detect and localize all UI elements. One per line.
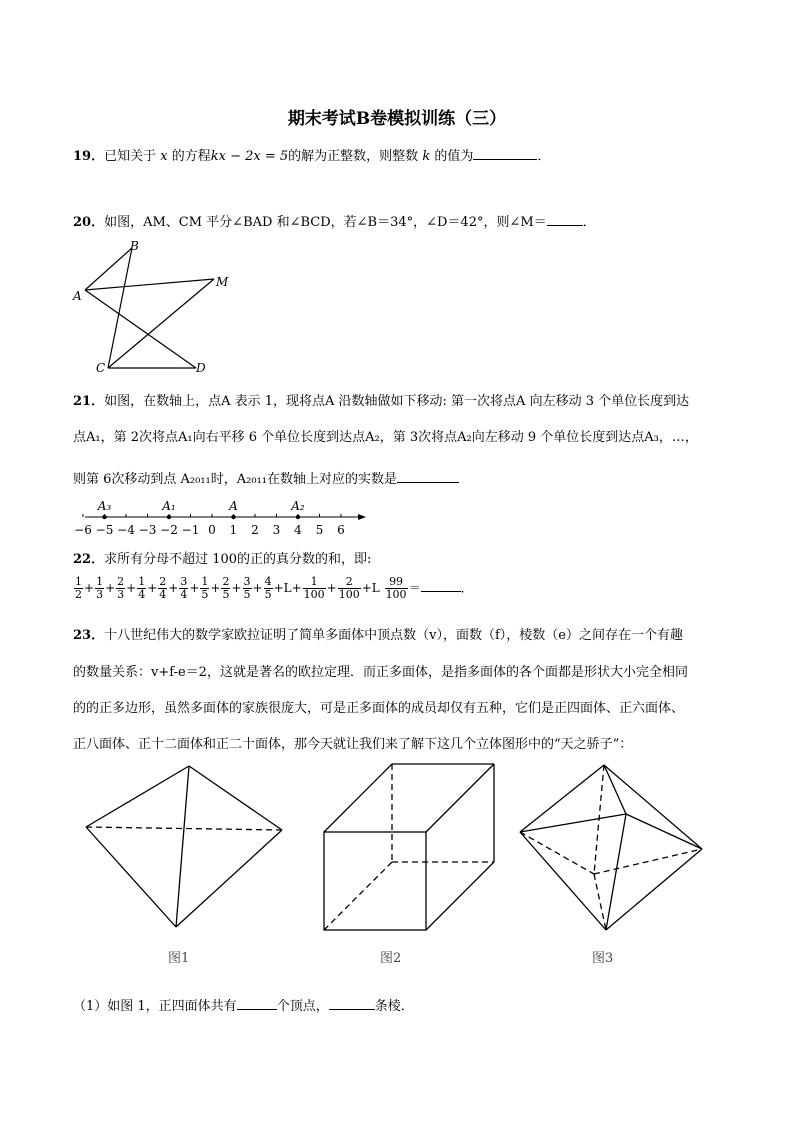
question-number: 19． <box>73 149 105 164</box>
number-line-point-labels <box>97 499 305 513</box>
question-number: 23． <box>73 628 105 643</box>
operator: + <box>189 581 200 595</box>
tick-label: −5 <box>95 523 114 537</box>
label-a: A <box>73 289 82 303</box>
question-21 <box>73 390 689 409</box>
fraction: $\frac{1}{3}$ <box>96 575 104 601</box>
q23-sub1 <box>73 995 414 1014</box>
answer-blank[interactable] <box>547 213 583 226</box>
q21-line3: 则第 6次移动到点 A₂₀₁₁时，A₂₀₁₁在数轴上对应的实数是 <box>73 472 398 487</box>
fraction: $\frac{1}{2}$ <box>75 575 82 601</box>
tick-label: −6 <box>74 523 92 537</box>
q21-line2: 点A₁，第 2次将点A₁向右平移 6 个单位长度到达点A₂，第 3次将点A₂向左移动 9 个单位长度到达点A₃，…， <box>73 430 698 445</box>
q19-end: ． <box>537 149 551 164</box>
fraction: $\frac{1}{5}$ <box>201 575 209 601</box>
line-ad <box>85 290 196 368</box>
figure-3-octahedron <box>518 762 708 934</box>
q19-text-b: 的方程 <box>171 149 211 164</box>
question-number: 21． <box>73 394 105 409</box>
fraction: $\frac{1}{100}$ <box>303 575 325 601</box>
fraction: $\frac{2}{3}$ <box>117 575 125 601</box>
q20-text: 如图，AM、CM 平分∠BAD 和∠BCD，若∠B＝34°，∠D＝42°，则∠M＝ <box>104 215 547 230</box>
figure-3-label: 图3 <box>592 951 614 966</box>
q23-sub1-b: 个顶点， <box>276 999 329 1014</box>
q22-expression <box>73 576 473 601</box>
point-dot <box>102 515 106 519</box>
operator: + <box>252 581 263 595</box>
operator: + <box>231 581 242 595</box>
operator: +L <box>361 581 384 595</box>
answer-blank[interactable] <box>473 147 537 160</box>
point-dot <box>296 515 300 519</box>
q19-text-c: 的解为正整数，则整数 <box>288 149 419 164</box>
operator: +L <box>273 581 292 595</box>
operator: ＝ <box>408 581 421 595</box>
q23-line4: 正八面体、正十二面体和正二十面体，那今天就让我们来了解下这几个立体图形中的“天之骄子”： <box>73 737 633 752</box>
point-dot <box>167 515 171 519</box>
label-b: B <box>130 239 139 253</box>
point-label: A₂ <box>291 499 305 513</box>
q23-sub1-c: 条棱． <box>374 999 414 1014</box>
fraction: $\frac{3}{4}$ <box>180 575 188 601</box>
q23-line2: 的数量关系：v+f-e＝2，这就是著名的欧拉定理．而正多面体，是指多面体的各个面都是形状大小完全相同 <box>73 665 688 680</box>
operator: + <box>84 581 95 595</box>
fraction: $\frac{99}{100}$ <box>385 575 407 601</box>
fraction: $\frac{3}{5}$ <box>243 575 251 601</box>
figure-2-label: 图2 <box>380 951 402 966</box>
q19-text-d: 的值为 <box>434 149 474 164</box>
answer-blank[interactable] <box>421 579 461 592</box>
operator: ． <box>460 581 473 595</box>
point-label: A₃ <box>97 499 112 513</box>
q23-line3: 的的正多边形，虽然多面体的家族很庞大，可是正多面体的成员却仅有五种，它们是正四面体、正六面体、 <box>73 701 685 716</box>
q23-sub1-a: （1）如图 1，正四面体共有 <box>73 999 237 1014</box>
operator: + <box>210 581 221 595</box>
label-m: M <box>216 275 229 289</box>
tick-label: 0 <box>208 523 216 537</box>
answer-blank[interactable] <box>397 470 459 483</box>
fraction: $\frac{1}{4}$ <box>138 575 146 601</box>
q19-var-k: k <box>422 149 431 164</box>
tick-label: 4 <box>294 523 302 537</box>
label-d: D <box>196 361 206 375</box>
operator: + <box>168 581 179 595</box>
answer-blank-edges[interactable] <box>329 997 375 1010</box>
question-23 <box>73 624 683 643</box>
label-c: C <box>96 361 106 375</box>
q23-line1: 十八世纪伟大的数学家欧拉证明了简单多面体中顶点数（v），面数（f），棱数（e）之间存在一个有趣 <box>104 628 683 643</box>
operator: + <box>147 581 158 595</box>
operator: + <box>126 581 137 595</box>
question-19 <box>73 145 550 164</box>
q21-line1: 如图，在数轴上，点A 表示 1，现将点A 沿数轴做如下移动: 第一次将点A 向左移动 3 个单位长度到达 <box>104 394 690 409</box>
q19-var-x: x <box>160 149 168 164</box>
question-number: 22． <box>73 552 105 567</box>
point-label: A <box>229 499 238 513</box>
tick-label: −2 <box>160 523 178 537</box>
tick-label: −3 <box>138 523 157 537</box>
figure-2-cube <box>322 762 497 934</box>
figure-1-tetrahedron <box>84 762 284 932</box>
fraction: $\frac{2}{4}$ <box>159 575 167 601</box>
q20-end: ． <box>582 215 596 230</box>
tick-label: 1 <box>229 523 238 537</box>
operator: + <box>105 581 116 595</box>
question-20 <box>73 211 596 230</box>
fraction: $\frac{2}{100}$ <box>338 575 360 601</box>
operator: + <box>326 581 337 595</box>
fraction: $\frac{4}{5}$ <box>264 575 272 601</box>
answer-blank-vertices[interactable] <box>237 997 277 1010</box>
q19-equation: kx − 2x = 5 <box>210 149 289 164</box>
number-line <box>74 496 370 540</box>
point-dot <box>231 515 235 519</box>
q19-text-a: 已知关于 <box>104 149 157 164</box>
line-cm <box>108 279 214 368</box>
question-number: 20． <box>73 215 105 230</box>
q21-line3-wrap <box>73 468 459 487</box>
tick-label: 6 <box>337 523 345 537</box>
tick-label: −4 <box>117 523 135 537</box>
tick-label: 2 <box>251 523 259 537</box>
tick-label: −1 <box>181 523 200 537</box>
page-title: 期末考试B卷模拟训练（三） <box>287 109 507 129</box>
q22-text: 求所有分母不超过 100的正的真分数的和，即: <box>104 552 372 567</box>
operator: + <box>291 581 302 595</box>
number-line-tick-labels <box>74 523 345 537</box>
point-label: A₁ <box>162 499 176 513</box>
tick-label: 5 <box>315 523 324 537</box>
question-22 <box>73 548 371 567</box>
fraction: $\frac{2}{5}$ <box>222 575 230 601</box>
line-am <box>85 279 214 290</box>
figure-1-label: 图1 <box>168 951 190 966</box>
q20-figure <box>70 238 240 376</box>
tick-label: 3 <box>272 523 281 537</box>
